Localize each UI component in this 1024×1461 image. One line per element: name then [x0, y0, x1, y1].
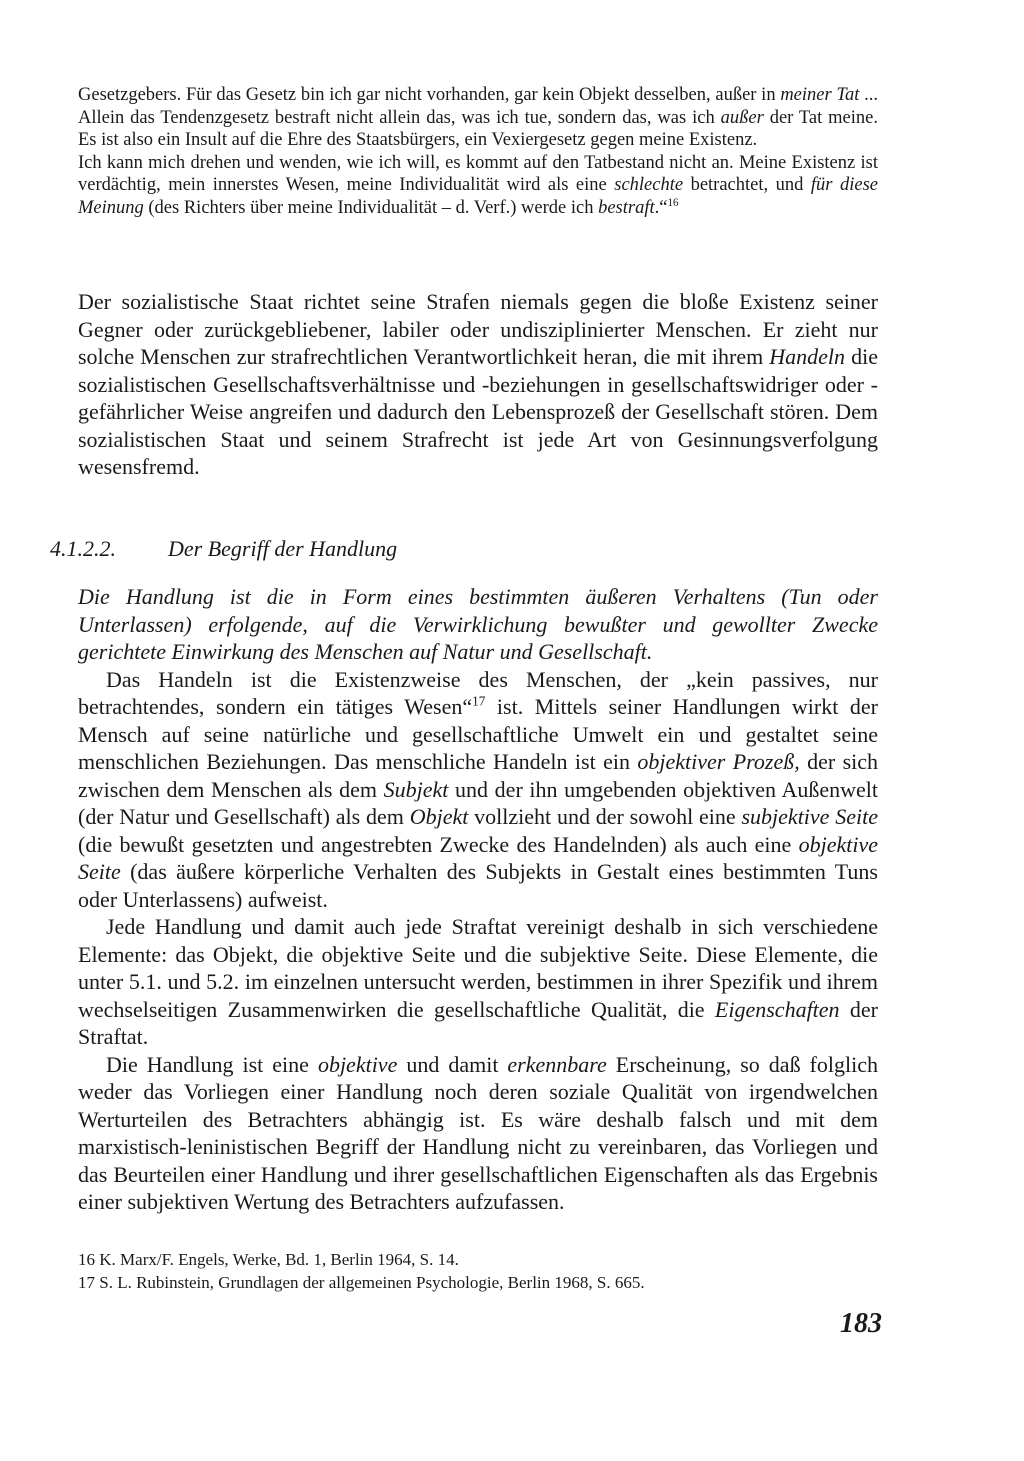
paragraph: [78, 288, 878, 481]
paragraph-text: Der sozialistische Staat richtet seine Strafen niemals gegen die bloße Existenz seiner Gegner oder zurückgebliebener, labiler oder undisziplinierter Menschen. Er zieht nur solche Menschen zur strafrechtlichen Verantwortlichkeit heran, die mit ihrem: [78, 289, 878, 369]
paragraph-emphasis: subjektive Seite: [741, 804, 878, 829]
paragraph-emphasis: objektive Seite: [78, 831, 878, 884]
quote-text: Ich kann mich drehen und wenden, wie ich will, es kommt auf den Tatbestand nicht an. Meine Existenz ist verdächtig, mein innerstes Wesen, meine Individualität wird als eine: [78, 152, 878, 196]
paragraph-emphasis: objektive: [317, 1051, 398, 1077]
paragraph: [78, 913, 878, 1051]
footnote-ref: 16: [667, 196, 679, 209]
quote-text: betrachtet, und: [683, 175, 811, 196]
footnotes: [78, 1248, 878, 1294]
paragraph-text: ist. Mittels seiner Handlungen wirkt der Mensch auf seine natürliche und gesellschaftliche Umwelt ein und gestaltet seine menschlichen Beziehungen. Das menschliche Handeln ist ein: [78, 694, 878, 774]
paragraph-emphasis: Subjekt: [383, 776, 449, 802]
quote-emphasis: bestraft: [598, 197, 655, 218]
paragraph-text: der sich zwischen dem Menschen als dem: [78, 749, 879, 802]
paragraph: [78, 1051, 878, 1216]
quote-paragraph: [78, 84, 878, 152]
quote-text: .“: [654, 197, 668, 218]
definition-paragraph: Die Handlung ist die in Form eines bestimmten äußeren Verhaltens (Tun oder Unterlassen) erfolgende, auf die Verwirklichung bewußter und gewollter Zwecke gerichtete Einwirkung des Menschen auf Natur und Gesellschaft.: [78, 584, 878, 664]
section-heading: [50, 536, 397, 562]
paragraph-emphasis: Objekt: [409, 804, 469, 829]
body-paragraph-1: [78, 288, 878, 481]
quote-emphasis: außer: [720, 107, 764, 128]
footnote: 16 K. Marx/F. Engels, Werke, Bd. 1, Berlin 1964, S. 14.: [78, 1250, 459, 1269]
block-quote: [78, 84, 878, 220]
footnote-ref: 17: [472, 693, 486, 709]
footnote: 17 S. L. Rubinstein, Grundlagen der allgemeinen Psychologie, Berlin 1968, S. 665.: [78, 1273, 645, 1292]
quote-emphasis: schlechte: [614, 175, 684, 196]
paragraph-text: und damit: [397, 1051, 508, 1077]
paragraph-emphasis: Eigenschaften: [714, 996, 840, 1022]
paragraph-emphasis: Handeln: [769, 344, 846, 369]
quote-paragraph: [78, 152, 878, 220]
quote-emphasis: für diese Meinung: [78, 175, 878, 218]
paragraph-text: vollzieht und der sowohl eine: [468, 804, 742, 829]
paragraph-text: Das Handeln ist die Existenzweise des Menschen, der „kein passives, nur betrachtendes, sondern ein tätiges Wesen“: [78, 666, 878, 719]
quote-text: der Tat meine. Es ist also ein Insult auf die Ehre des Staatsbürgers, ein Vexiergesetz gegen meine Existenz.: [78, 107, 878, 151]
section-title: Der Begriff der Handlung: [168, 536, 398, 561]
paragraph-text: (die bewußt gesetzten und angestrebten Zwecke des Handelnden) als auch eine: [78, 831, 799, 857]
quote-text: (des Richters über meine Individualität – d. Verf.) werde ich: [143, 197, 599, 218]
quote-text: Gesetzgebers. Für das Gesetz bin ich gar nicht vorhanden, gar kein Objekt desselben, außer in: [78, 85, 781, 105]
paragraph-text: Erscheinung, so daß folglich weder das Vorliegen einer Handlung noch deren soziale Qualität von irgendwelchen Werturteilen des Betrachters abhängig ist. Es wäre deshalb falsch und mit dem marxistisch-leninistischen Begriff der Handlung nicht zu vereinbaren, das Vorliegen und das Beurteilen einer Handlung und ihrer gesellschaftlichen Eigenschaften als das Ergebnis einer subjektiven Wertung des Betrachters aufzufassen.: [78, 1051, 878, 1214]
paragraph-text: der Straftat.: [78, 996, 878, 1049]
section-number: 4.1.2.2.: [50, 536, 116, 561]
section-body: [78, 583, 878, 1216]
paragraph-text: die sozialistischen Gesellschaftsverhältnisse und -beziehungen in gesellschaftswidriger oder -gefährlicher Weise angreifen und dadurch den Lebensprozeß der Gesellschaft stören. Dem sozialistischen Staat und seinem Strafrecht ist jede Art von Gesinnungsverfolgung wesensfremd.: [78, 344, 878, 479]
paragraph-text: Die Handlung ist eine: [106, 1051, 318, 1077]
paragraph-emphasis: erkennbare: [507, 1051, 607, 1077]
paragraph-emphasis: objektiver Prozeß,: [637, 749, 800, 774]
paragraph-text: (das äußere körperliche Verhalten des Subjekts in Gestalt eines bestimmten Tuns oder Unterlassens) aufweist.: [78, 859, 878, 912]
paragraph: [78, 666, 878, 914]
quote-emphasis: meiner Tat: [780, 85, 860, 105]
quote-text: ... Allein das Tendenzgesetz bestraft nicht allein das, was ich tue, sondern das, was ich: [78, 85, 879, 128]
paragraph-text: Jede Handlung und damit auch jede Straftat vereinigt deshalb in sich verschiedene Elemente: das Objekt, die objektive Seite und die subjektive Seite. Diese Elemente, die unter 5.1. und 5.2. im einzelnen untersucht werden, bestimmen in ihrer Spezifik und ihrem wechselseitigen Zusammenwirken die gesellschaftliche Qualität, die: [78, 914, 878, 1022]
paragraph-text: und der ihn umgebenden objektiven Außenwelt (der Natur und Gesellschaft) als dem: [78, 776, 878, 829]
page-number: 183: [840, 1308, 882, 1339]
